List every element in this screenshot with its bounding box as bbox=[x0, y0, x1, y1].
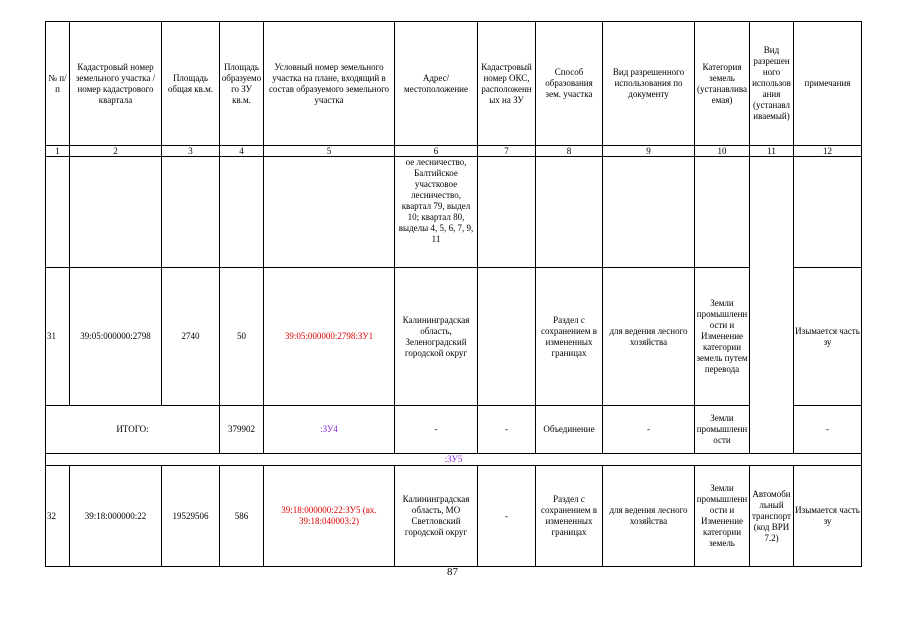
page-number: 87 bbox=[447, 566, 458, 578]
note: Изымается часть зу bbox=[794, 268, 862, 406]
area-total: 19529506 bbox=[162, 466, 220, 567]
row-number: 31 bbox=[46, 268, 70, 406]
conditional-number: 39:18:000000:22:ЗУ5 (вх. 39:18:040003:2) bbox=[264, 466, 395, 567]
col-number: 4 bbox=[220, 146, 264, 157]
cell bbox=[264, 157, 395, 268]
col-number: 3 bbox=[162, 146, 220, 157]
header-cell: Вид разрешенного использования по документу bbox=[603, 22, 695, 146]
land-category: Земли промышленности и Изменение категории земель путем перевода bbox=[695, 268, 750, 406]
land-category: Земли промышленности и Изменение категории земель bbox=[695, 466, 750, 567]
table-row bbox=[46, 466, 862, 567]
total-conditional: :ЗУ4 bbox=[264, 406, 395, 454]
col-number: 6 bbox=[395, 146, 478, 157]
area-new: 50 bbox=[220, 268, 264, 406]
cell bbox=[162, 157, 220, 268]
header-row bbox=[46, 22, 862, 146]
total-use: - bbox=[603, 406, 695, 454]
total-label: ИТОГО: bbox=[46, 406, 220, 454]
row-number: 32 bbox=[46, 466, 70, 567]
cell bbox=[695, 157, 750, 268]
column-number-row bbox=[46, 146, 862, 157]
area-new: 586 bbox=[220, 466, 264, 567]
formation-method: Раздел с сохранением в измененных границах bbox=[536, 268, 603, 406]
total-category: Земли промышленности bbox=[695, 406, 750, 454]
cell bbox=[70, 157, 162, 268]
col-number: 10 bbox=[695, 146, 750, 157]
cell bbox=[794, 157, 862, 268]
cell bbox=[478, 157, 536, 268]
address-cell: ое лесничество, Балтийское участковое лесничество, квартал 79, выдел 10; квартал 80, выделы 4, 5, 6, 7, 9, 11 bbox=[395, 157, 478, 268]
header-cell: Кадастровый номер ОКС, расположенных на ЗУ bbox=[478, 22, 536, 146]
col-number: 1 bbox=[46, 146, 70, 157]
col-number: 5 bbox=[264, 146, 395, 157]
area-total: 2740 bbox=[162, 268, 220, 406]
vri-cell bbox=[750, 157, 794, 454]
col-number: 7 bbox=[478, 146, 536, 157]
table-row bbox=[46, 268, 862, 406]
cadastral-number: 39:05:000000:2798 bbox=[70, 268, 162, 406]
total-row bbox=[46, 406, 862, 454]
header-cell: Категория земель (устанавливаемая) bbox=[695, 22, 750, 146]
total-address: - bbox=[395, 406, 478, 454]
vri: Автомобильный транспорт (код ВРИ 7.2) bbox=[750, 466, 794, 567]
col-number: 9 bbox=[603, 146, 695, 157]
header-cell: Вид разрешенного использования (устанавливаемый) bbox=[750, 22, 794, 146]
header-cell: Адрес/ местоположение bbox=[395, 22, 478, 146]
permitted-use: для ведения лесного хозяйства bbox=[603, 268, 695, 406]
cadastral-number: 39:18:000000:22 bbox=[70, 466, 162, 567]
total-method: Объединение bbox=[536, 406, 603, 454]
cell bbox=[536, 157, 603, 268]
permitted-use: для ведения лесного хозяйства bbox=[603, 466, 695, 567]
conditional-number: 39:05:000000:2798:ЗУ1 bbox=[264, 268, 395, 406]
oks-number: - bbox=[478, 466, 536, 567]
total-area: 379902 bbox=[220, 406, 264, 454]
oks-number bbox=[478, 268, 536, 406]
col-number: 2 bbox=[70, 146, 162, 157]
continuation-row bbox=[46, 157, 862, 268]
cell bbox=[220, 157, 264, 268]
total-note: - bbox=[794, 406, 862, 454]
col-number: 8 bbox=[536, 146, 603, 157]
formation-method: Раздел с сохранением в измененных границах bbox=[536, 466, 603, 567]
header-cell: Способ образования зем. участка bbox=[536, 22, 603, 146]
header-cell: примечания bbox=[794, 22, 862, 146]
col-number: 11 bbox=[750, 146, 794, 157]
col-number: 12 bbox=[794, 146, 862, 157]
address: Калининградская область, Зеленоградский городской округ bbox=[395, 268, 478, 406]
note: Изымается часть зу bbox=[794, 466, 862, 567]
address: Калининградская область, МО Светловский городской округ bbox=[395, 466, 478, 567]
header-cell: Условный номер земельного участка на плане, входящий в состав образуемого земельного участка bbox=[264, 22, 395, 146]
land-plots-table bbox=[45, 21, 862, 567]
total-oks: - bbox=[478, 406, 536, 454]
header-cell: Кадастровый номер земельного участка /номер кадастрового квартала bbox=[70, 22, 162, 146]
section-row bbox=[46, 454, 862, 466]
header-cell: № п/п bbox=[46, 22, 70, 146]
header-cell: Площадь образуемого ЗУ кв.м. bbox=[220, 22, 264, 146]
section-label: :ЗУ5 bbox=[46, 454, 862, 466]
cell bbox=[603, 157, 695, 268]
cell bbox=[46, 157, 70, 268]
header-cell: Площадь общая кв.м. bbox=[162, 22, 220, 146]
